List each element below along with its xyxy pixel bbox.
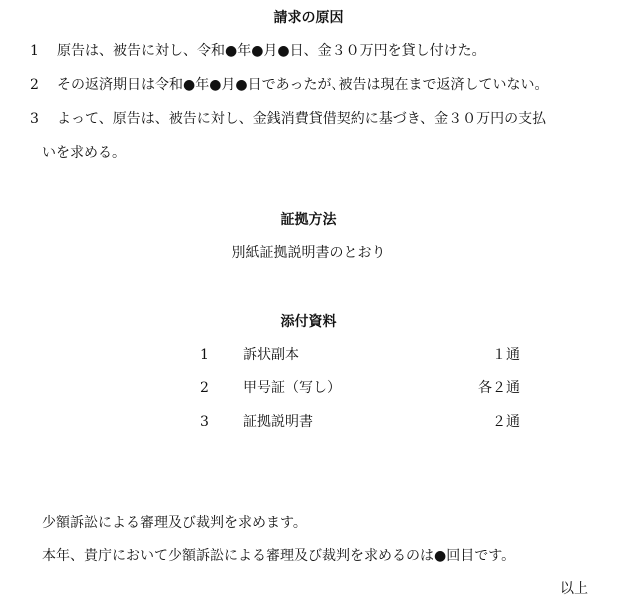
attachments-heading: 添付資料 (280, 314, 337, 330)
attachment-row (0, 379, 617, 397)
claim-item-number: 1 (30, 43, 39, 59)
attachment-count: 各２通 (478, 380, 520, 396)
claim-item-number: 3 (30, 111, 39, 127)
evidence-heading: 証拠方法 (280, 212, 337, 228)
attachment-name: 訴状副本 (243, 347, 299, 363)
claim-item-text: その返済期日は令和●年●月●日であったが､被告は現在まで返済していない。 (57, 77, 549, 93)
closing-end-mark: 以上 (560, 581, 588, 597)
claim-item-continuation: いを求める。 (42, 145, 126, 161)
attachment-number: 1 (200, 347, 209, 363)
attachment-number: 2 (200, 380, 209, 396)
closing-count-statement: 本年、貴庁において少額訴訟による審理及び裁判を求めるのは●回目です。 (42, 548, 516, 564)
claim-item-number: 2 (30, 77, 39, 93)
claim-heading: 請求の原因 (273, 10, 344, 26)
attachment-name: 甲号証（写し） (243, 380, 341, 396)
attachment-number: 3 (200, 414, 209, 430)
evidence-text: 別紙証拠説明書のとおり (231, 245, 386, 261)
claim-item-text: よって、原告は、被告に対し、金銭消費貸借契約に基づき、金３０万円の支払 (57, 111, 547, 127)
closing-request: 少額訴訟による審理及び裁判を求めます。 (42, 515, 307, 531)
attachment-name: 証拠説明書 (243, 414, 313, 430)
attachment-count: １通 (492, 347, 520, 363)
attachment-row (0, 346, 617, 364)
claim-item-text: 原告は、被告に対し、令和●年●月●日、金３０万円を貸し付けた。 (57, 43, 486, 59)
attachment-row (0, 413, 617, 431)
attachment-count: ２通 (492, 414, 520, 430)
